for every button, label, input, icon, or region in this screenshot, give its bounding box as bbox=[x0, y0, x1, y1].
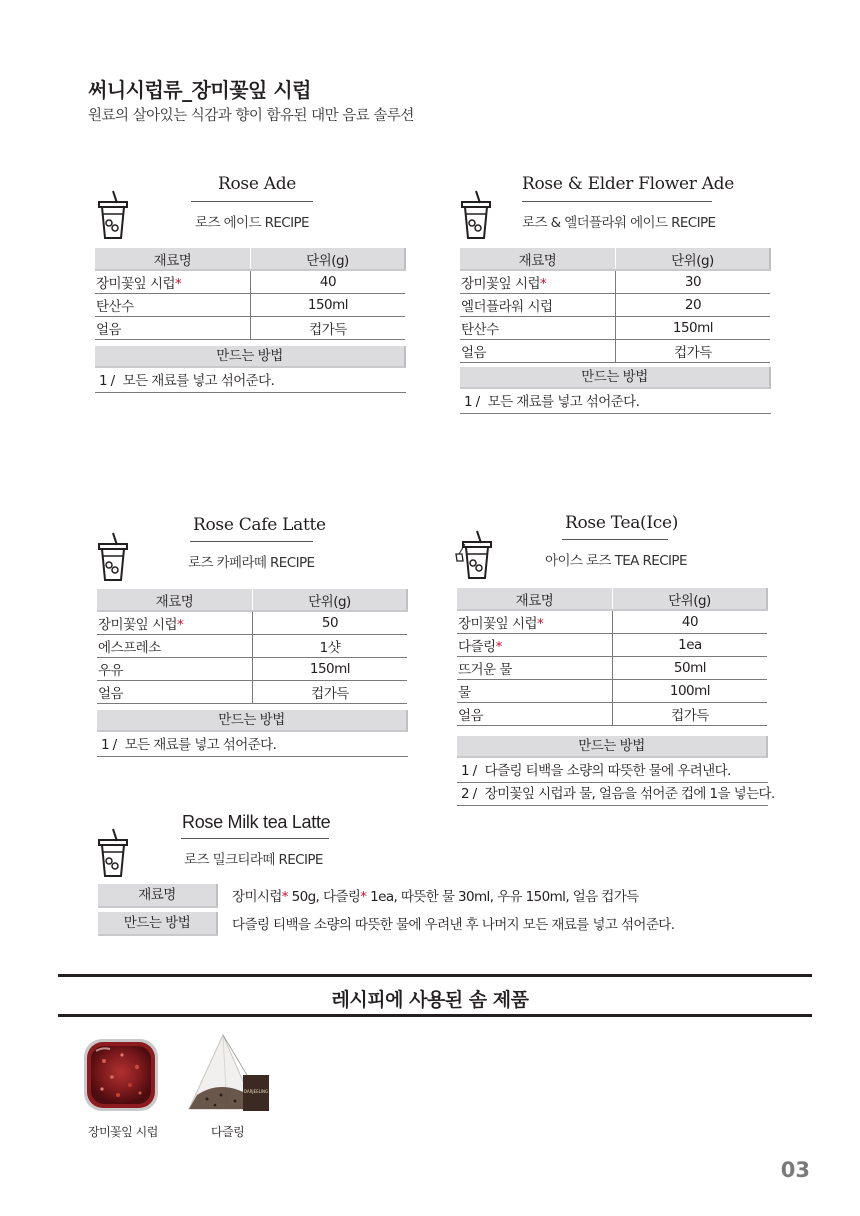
ingredient-table bbox=[97, 589, 408, 704]
method-step bbox=[457, 783, 775, 806]
table-row bbox=[97, 657, 407, 680]
teabag-tag-text: DARJEELING bbox=[243, 1089, 269, 1094]
table-row bbox=[460, 293, 770, 316]
step-text: 모든 재료를 넣고 섞어준다. bbox=[122, 373, 275, 389]
ingredient-amount: 150ml bbox=[250, 293, 405, 316]
title-divider bbox=[191, 201, 313, 202]
product-name: 장미꽃잎 시럽 bbox=[88, 1125, 158, 1139]
title-divider bbox=[190, 541, 313, 542]
product-name: 다즐링 bbox=[211, 1125, 245, 1139]
table-row bbox=[97, 611, 407, 634]
col-header-ingredient: 재료명 bbox=[460, 248, 615, 270]
step-number: 2 / bbox=[461, 786, 477, 802]
ingredient-name: 장미꽃잎 시럽 bbox=[98, 616, 178, 633]
ingredient-name: 얼음 bbox=[96, 321, 122, 338]
method-step bbox=[97, 734, 408, 757]
iced-drink-cup-icon bbox=[96, 828, 130, 878]
ingredient-name: 탄산수 bbox=[461, 321, 499, 338]
title-divider bbox=[522, 201, 712, 202]
ingredient-amount: 50 bbox=[252, 611, 407, 634]
rose-syrup-jar-icon bbox=[82, 1037, 160, 1117]
method-label: 만드는 방법 bbox=[98, 912, 218, 936]
step-number: 1 / bbox=[99, 373, 115, 389]
ingredient-amount: 컵가득 bbox=[252, 680, 407, 703]
table-row bbox=[460, 316, 770, 339]
ingredient-name: 얼음 bbox=[461, 344, 487, 361]
star-mark: * bbox=[537, 615, 544, 632]
ingredient-name: 엘더플라워 시럽 bbox=[461, 298, 553, 315]
ingredient-name: 장미꽃잎 시럽 bbox=[96, 275, 176, 292]
step-text: 모든 재료를 넣고 섞어준다. bbox=[124, 737, 277, 753]
star-mark: * bbox=[177, 616, 184, 633]
darjeeling-teabag-icon bbox=[187, 1033, 273, 1117]
method-header: 만드는 방법 bbox=[97, 710, 408, 732]
ingredient-name: 장미꽃잎 시럽 bbox=[461, 275, 541, 292]
iced-drink-cup-icon bbox=[459, 190, 493, 240]
ingredient-amount: 컵가득 bbox=[615, 339, 770, 362]
col-header-unit: 단위(g) bbox=[612, 588, 767, 610]
col-header-unit: 단위(g) bbox=[615, 248, 770, 270]
table-row bbox=[457, 679, 767, 702]
title-divider bbox=[181, 838, 329, 839]
table-row bbox=[95, 293, 405, 316]
ingredient-name: 물 bbox=[458, 684, 471, 701]
recipe-subtitle: 로즈 카페라떼 RECIPE bbox=[188, 555, 315, 571]
recipe-title: Rose Ade bbox=[218, 174, 297, 194]
star-mark: * bbox=[540, 275, 547, 292]
table-row bbox=[97, 680, 407, 703]
ingredient-name: 얼음 bbox=[98, 685, 124, 702]
method-step bbox=[460, 391, 771, 414]
star-mark: * bbox=[495, 638, 502, 655]
recipe-title: Rose & Elder Flower Ade bbox=[522, 174, 735, 194]
step-text: 모든 재료를 넣고 섞어준다. bbox=[487, 394, 640, 410]
col-header-unit: 단위(g) bbox=[250, 248, 405, 270]
ingredient-name: 에스프레소 bbox=[98, 639, 161, 656]
ingredient-amount: 100ml bbox=[612, 679, 767, 702]
method-header: 만드는 방법 bbox=[95, 346, 406, 368]
recipe-title: Rose Milk tea Latte bbox=[182, 812, 331, 832]
ingredient-list: 장미시럽* 50g, 다즐링* 1ea, 따뜻한 물 30ml, 우유 150ml, 얼음 컵가득 bbox=[232, 889, 639, 905]
ingredient-name: 얼음 bbox=[458, 707, 484, 724]
ingredient-name: 우유 bbox=[98, 662, 124, 679]
product-rose-syrup bbox=[82, 1037, 160, 1139]
ingredient-label: 재료명 bbox=[98, 884, 218, 908]
ingredient-amount: 30 bbox=[615, 270, 770, 293]
ingredient-table bbox=[460, 248, 771, 363]
section-divider-bottom bbox=[58, 1014, 812, 1017]
table-row bbox=[95, 316, 405, 339]
method-step bbox=[95, 370, 406, 393]
table-row bbox=[457, 702, 767, 725]
ingredient-amount: 150ml bbox=[252, 657, 407, 680]
star-mark: * bbox=[360, 889, 367, 905]
title-divider bbox=[562, 539, 668, 540]
ingredient-amount: 1ea bbox=[612, 633, 767, 656]
step-text: 장미꽃잎 시럽과 물, 얼음을 섞어준 컵에 1을 넣는다. bbox=[484, 786, 775, 802]
ingredient-amount: 20 bbox=[615, 293, 770, 316]
star-mark: * bbox=[175, 275, 182, 292]
page-subtitle: 원료의 살아있는 식감과 향이 함유된 대만 음료 솔루션 bbox=[88, 108, 414, 124]
ingredient-name: 탄산수 bbox=[96, 298, 134, 315]
step-text: 다즐링 티백을 소량의 따뜻한 물에 우려낸다. bbox=[484, 763, 731, 779]
section-divider-top bbox=[58, 974, 812, 977]
step-number: 1 / bbox=[101, 737, 117, 753]
table-row bbox=[457, 610, 767, 633]
col-header-unit: 단위(g) bbox=[252, 589, 407, 611]
page-number: 03 bbox=[780, 1158, 810, 1182]
star-mark: * bbox=[281, 889, 288, 905]
ingredient-amount: 컵가득 bbox=[250, 316, 405, 339]
ingredient-amount: 1샷 bbox=[252, 634, 407, 657]
ingredient-table bbox=[457, 588, 768, 726]
ingredient-amount: 50ml bbox=[612, 656, 767, 679]
ingredient-amount: 40 bbox=[612, 610, 767, 633]
section-title: 레시피에 사용된 솜 제품 bbox=[331, 989, 529, 1011]
recipe-title: Rose Cafe Latte bbox=[193, 515, 326, 535]
product-darjeeling bbox=[187, 1033, 273, 1139]
recipe-subtitle: 로즈 & 엘더플라워 에이드 RECIPE bbox=[522, 215, 716, 231]
table-row bbox=[457, 656, 767, 679]
page-title: 써니시럽류_장미꽃잎 시럽 bbox=[88, 78, 311, 102]
step-number: 1 / bbox=[461, 763, 477, 779]
method-text: 다즐링 티백을 소량의 따뜻한 물에 우려낸 후 나머지 모든 재료를 넣고 섞어준다. bbox=[232, 917, 675, 933]
col-header-ingredient: 재료명 bbox=[97, 589, 252, 611]
iced-drink-cup-icon bbox=[96, 190, 130, 240]
ingredient-amount: 150ml bbox=[615, 316, 770, 339]
step-number: 1 / bbox=[464, 394, 480, 410]
ingredient-amount: 40 bbox=[250, 270, 405, 293]
table-row bbox=[95, 270, 405, 293]
ingredient-name: 장미꽃잎 시럽 bbox=[458, 615, 538, 632]
table-row bbox=[460, 339, 770, 362]
col-header-ingredient: 재료명 bbox=[95, 248, 250, 270]
ingredient-amount: 컵가득 bbox=[612, 702, 767, 725]
recipe-subtitle: 로즈 에이드 RECIPE bbox=[195, 215, 309, 231]
ingredient-table bbox=[95, 248, 406, 340]
table-row bbox=[460, 270, 770, 293]
ingredient-name: 다즐링 bbox=[458, 638, 496, 655]
table-row bbox=[457, 633, 767, 656]
recipe-subtitle: 아이스 로즈 TEA RECIPE bbox=[545, 553, 687, 569]
table-row bbox=[97, 634, 407, 657]
recipe-title: Rose Tea(Ice) bbox=[565, 513, 679, 533]
method-header: 만드는 방법 bbox=[460, 367, 771, 389]
iced-tea-cup-icon bbox=[452, 530, 494, 582]
method-header: 만드는 방법 bbox=[457, 736, 768, 758]
recipe-subtitle: 로즈 밀크티라떼 RECIPE bbox=[184, 852, 323, 868]
col-header-ingredient: 재료명 bbox=[457, 588, 612, 610]
ingredient-name: 뜨거운 물 bbox=[458, 661, 512, 678]
iced-drink-cup-icon bbox=[96, 532, 130, 582]
method-step bbox=[457, 760, 768, 783]
